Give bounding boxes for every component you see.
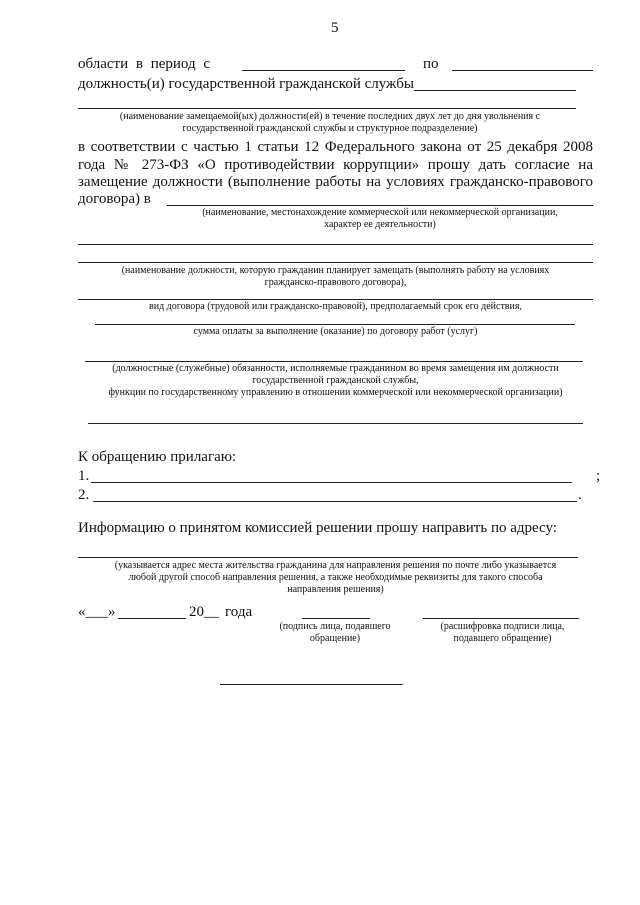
attachment-2-end: . bbox=[578, 487, 582, 503]
decode-note-line: подавшего обращение) bbox=[453, 633, 552, 644]
signature-note bbox=[270, 621, 400, 645]
attachment-1-field[interactable] bbox=[91, 482, 572, 483]
page-number: 5 bbox=[331, 20, 339, 36]
note-job-line: (наименование должности, которую гражданин планирует замещать (выполнять работу на условиях bbox=[121, 265, 550, 276]
position-field[interactable] bbox=[414, 90, 576, 91]
decode-note-line: (расшифровка подписи лица, bbox=[440, 621, 565, 632]
note-position-line: (наименование замещаемой(ых) должности(ей) в течение последних двух лет до дня увольнения с bbox=[119, 111, 541, 122]
period-to-label: по bbox=[423, 56, 439, 72]
position-label: должность(и) государственной гражданской службы bbox=[78, 76, 414, 92]
note-position bbox=[80, 111, 580, 135]
duties-field-line2[interactable] bbox=[88, 423, 583, 424]
address-field[interactable] bbox=[78, 557, 578, 558]
address-request: Информацию о принятом комиссией решении прошу направить по адресу: bbox=[78, 520, 557, 536]
note-address-line: (указывается адрес места жительства гражданина для направления решения по почте либо указывается bbox=[114, 560, 557, 571]
payment-field[interactable] bbox=[95, 324, 575, 325]
note-address-line: направления решения) bbox=[287, 584, 384, 595]
note-job-line: гражданско-правового договора), bbox=[264, 277, 407, 288]
attachment-1-end: ; bbox=[596, 468, 601, 484]
job-field[interactable] bbox=[78, 262, 593, 263]
period-from-field[interactable] bbox=[242, 70, 405, 71]
body-line-3: замещение должности (выполнение работы на условиях гражданско-правового bbox=[78, 174, 593, 190]
date-year-word: года bbox=[225, 604, 253, 620]
note-payment: сумма оплаты за выполнение (оказание) по договору работ (услуг) bbox=[193, 326, 478, 337]
note-job bbox=[78, 265, 593, 289]
body-line-1: в соответствии с частью 1 статьи 12 Федерального закона от 25 декабря 2008 bbox=[78, 139, 593, 155]
attachment-1-number: 1. bbox=[78, 468, 90, 484]
attachments-heading: К обращению прилагаю: bbox=[78, 449, 237, 465]
signature-decode-field[interactable] bbox=[423, 618, 579, 619]
attachment-2-number: 2. bbox=[78, 487, 90, 503]
organization-field-line2[interactable] bbox=[78, 244, 593, 245]
note-organization bbox=[170, 207, 590, 231]
bottom-separator bbox=[220, 684, 403, 685]
note-position-line: государственной гражданской службы и структурное подразделение) bbox=[182, 123, 478, 134]
period-prefix: области в период с bbox=[78, 56, 211, 72]
note-duties-line: государственной гражданской службы, bbox=[252, 375, 419, 386]
body-line-2: года № 273-ФЗ «О противодействии коррупции» прошу дать согласие на bbox=[78, 157, 593, 173]
note-duties-line: функции по государственному управлению в отношении коммерческой или некоммерческой организации) bbox=[108, 387, 563, 398]
date-year: 20__ bbox=[189, 604, 219, 620]
signature-note-line: (подпись лица, подавшего bbox=[279, 621, 391, 632]
decode-note bbox=[420, 621, 585, 645]
note-duties-line: (должностные (служебные) обязанности, исполняемые гражданином во время замещения им должности bbox=[112, 363, 559, 374]
organization-field[interactable] bbox=[167, 205, 593, 206]
note-duties bbox=[78, 363, 593, 399]
period-to-field[interactable] bbox=[452, 70, 593, 71]
note-address bbox=[78, 560, 593, 596]
signature-field[interactable] bbox=[302, 618, 370, 619]
signature-note-line: обращение) bbox=[309, 633, 361, 644]
date-day: «___» bbox=[78, 604, 116, 620]
body-line-4: договора) в bbox=[78, 191, 151, 207]
position-field-line2[interactable] bbox=[78, 108, 576, 109]
note-contract: вид договора (трудовой или гражданско-правовой), предполагаемый срок его действия, bbox=[149, 301, 522, 312]
date-month-field[interactable] bbox=[118, 618, 186, 619]
note-address-line: любой другой способ направления решения, а также необходимые реквизиты для такого способа bbox=[128, 572, 543, 583]
note-organization-line: (наименование, местонахождение коммерческой или некоммерческой организации, bbox=[202, 207, 558, 218]
attachment-2-field[interactable] bbox=[93, 501, 577, 502]
contract-field[interactable] bbox=[78, 299, 593, 300]
duties-field[interactable] bbox=[85, 361, 583, 362]
note-organization-line: характер ее деятельности) bbox=[324, 219, 436, 230]
